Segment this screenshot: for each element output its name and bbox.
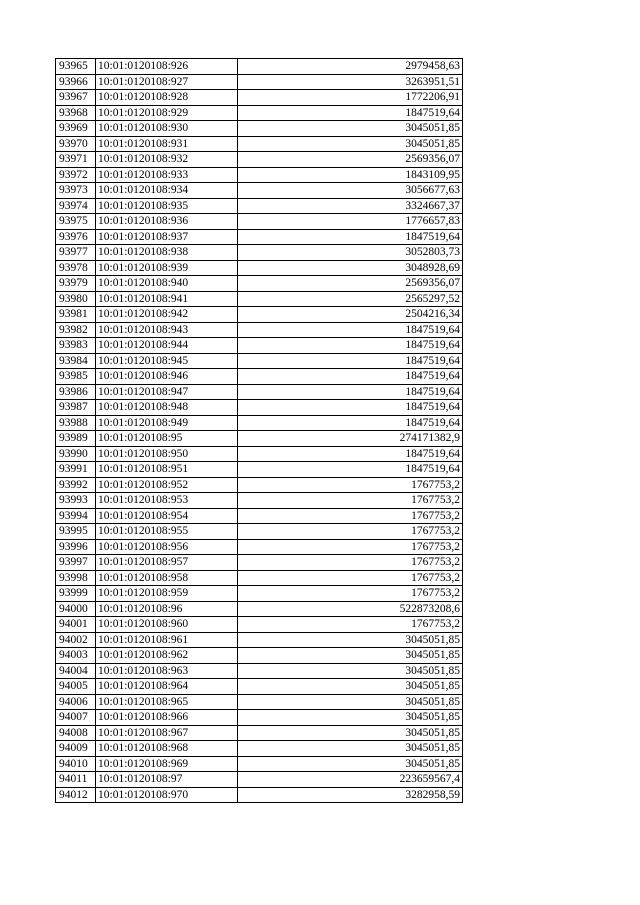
cadastral-value-cell: 3045051,85 [238, 663, 463, 679]
row-index-cell: 94010 [56, 756, 96, 772]
table-row [56, 353, 463, 369]
cadastral-value-cell: 1847519,64 [238, 105, 463, 121]
cadastral-value-cell: 3263951,51 [238, 74, 463, 90]
cadastral-value-cell: 1767753,2 [238, 617, 463, 633]
table-row [56, 741, 463, 757]
cadastral-number-cell: 10:01:0120108:965 [96, 694, 238, 710]
cadastral-value-cell: 1767753,2 [238, 570, 463, 586]
table-row [56, 59, 463, 75]
row-index-cell: 93980 [56, 291, 96, 307]
cadastral-number-cell: 10:01:0120108:937 [96, 229, 238, 245]
table-row [56, 524, 463, 540]
cadastral-number-cell: 10:01:0120108:946 [96, 369, 238, 385]
cadastral-value-cell: 3045051,85 [238, 121, 463, 137]
cadastral-value-table [55, 58, 463, 803]
cadastral-value-cell: 3045051,85 [238, 710, 463, 726]
cadastral-number-cell: 10:01:0120108:945 [96, 353, 238, 369]
cadastral-number-cell: 10:01:0120108:96 [96, 601, 238, 617]
table-row [56, 446, 463, 462]
row-index-cell: 93995 [56, 524, 96, 540]
cadastral-value-cell: 1847519,64 [238, 384, 463, 400]
cadastral-number-cell: 10:01:0120108:926 [96, 59, 238, 75]
table-row [56, 694, 463, 710]
row-index-cell: 94000 [56, 601, 96, 617]
table-row [56, 415, 463, 431]
document-page [55, 58, 463, 803]
cadastral-number-cell: 10:01:0120108:966 [96, 710, 238, 726]
cadastral-value-cell: 2979458,63 [238, 59, 463, 75]
table-row [56, 710, 463, 726]
row-index-cell: 93993 [56, 493, 96, 509]
cadastral-number-cell: 10:01:0120108:944 [96, 338, 238, 354]
table-row [56, 152, 463, 168]
cadastral-number-cell: 10:01:0120108:955 [96, 524, 238, 540]
table-row [56, 462, 463, 478]
cadastral-value-cell: 1767753,2 [238, 493, 463, 509]
row-index-cell: 93972 [56, 167, 96, 183]
cadastral-number-cell: 10:01:0120108:959 [96, 586, 238, 602]
row-index-cell: 93970 [56, 136, 96, 152]
row-index-cell: 94011 [56, 772, 96, 788]
cadastral-number-cell: 10:01:0120108:935 [96, 198, 238, 214]
row-index-cell: 93998 [56, 570, 96, 586]
cadastral-value-cell: 522873208,6 [238, 601, 463, 617]
row-index-cell: 93997 [56, 555, 96, 571]
cadastral-number-cell: 10:01:0120108:929 [96, 105, 238, 121]
row-index-cell: 93976 [56, 229, 96, 245]
cadastral-value-cell: 3282958,59 [238, 787, 463, 803]
cadastral-value-cell: 3045051,85 [238, 756, 463, 772]
cadastral-number-cell: 10:01:0120108:947 [96, 384, 238, 400]
cadastral-number-cell: 10:01:0120108:931 [96, 136, 238, 152]
row-index-cell: 94008 [56, 725, 96, 741]
cadastral-value-cell: 3048928,69 [238, 260, 463, 276]
cadastral-value-cell: 1767753,2 [238, 539, 463, 555]
cadastral-number-cell: 10:01:0120108:962 [96, 648, 238, 664]
cadastral-value-cell: 2569356,07 [238, 276, 463, 292]
row-index-cell: 93983 [56, 338, 96, 354]
cadastral-value-cell: 3045051,85 [238, 725, 463, 741]
cadastral-number-cell: 10:01:0120108:970 [96, 787, 238, 803]
cadastral-number-cell: 10:01:0120108:933 [96, 167, 238, 183]
cadastral-number-cell: 10:01:0120108:936 [96, 214, 238, 230]
cadastral-number-cell: 10:01:0120108:957 [96, 555, 238, 571]
row-index-cell: 93979 [56, 276, 96, 292]
cadastral-value-cell: 223659567,4 [238, 772, 463, 788]
table-row [56, 679, 463, 695]
table-row [56, 601, 463, 617]
row-index-cell: 93975 [56, 214, 96, 230]
cadastral-value-cell: 1767753,2 [238, 524, 463, 540]
cadastral-value-cell: 3045051,85 [238, 632, 463, 648]
table-row [56, 276, 463, 292]
cadastral-value-cell: 1843109,95 [238, 167, 463, 183]
row-index-cell: 94005 [56, 679, 96, 695]
table-row [56, 183, 463, 199]
table-row [56, 663, 463, 679]
cadastral-number-cell: 10:01:0120108:943 [96, 322, 238, 338]
cadastral-value-cell: 1847519,64 [238, 229, 463, 245]
cadastral-value-cell: 1772206,91 [238, 90, 463, 106]
table-row [56, 539, 463, 555]
table-row [56, 384, 463, 400]
table-row [56, 307, 463, 323]
row-index-cell: 93990 [56, 446, 96, 462]
cadastral-value-cell: 1767753,2 [238, 586, 463, 602]
row-index-cell: 94006 [56, 694, 96, 710]
cadastral-value-cell: 1767753,2 [238, 555, 463, 571]
table-row [56, 198, 463, 214]
cadastral-number-cell: 10:01:0120108:928 [96, 90, 238, 106]
cadastral-value-cell: 1847519,64 [238, 446, 463, 462]
row-index-cell: 93971 [56, 152, 96, 168]
cadastral-number-cell: 10:01:0120108:967 [96, 725, 238, 741]
cadastral-number-cell: 10:01:0120108:969 [96, 756, 238, 772]
cadastral-value-cell: 3045051,85 [238, 679, 463, 695]
cadastral-number-cell: 10:01:0120108:97 [96, 772, 238, 788]
table-row [56, 725, 463, 741]
table-row [56, 291, 463, 307]
row-index-cell: 94009 [56, 741, 96, 757]
row-index-cell: 93989 [56, 431, 96, 447]
table-row [56, 214, 463, 230]
cadastral-value-cell: 1847519,64 [238, 338, 463, 354]
row-index-cell: 93968 [56, 105, 96, 121]
row-index-cell: 93992 [56, 477, 96, 493]
cadastral-number-cell: 10:01:0120108:963 [96, 663, 238, 679]
cadastral-value-cell: 3056677,63 [238, 183, 463, 199]
table-row [56, 772, 463, 788]
cadastral-number-cell: 10:01:0120108:927 [96, 74, 238, 90]
cadastral-number-cell: 10:01:0120108:960 [96, 617, 238, 633]
cadastral-number-cell: 10:01:0120108:950 [96, 446, 238, 462]
table-row [56, 586, 463, 602]
cadastral-value-cell: 1767753,2 [238, 477, 463, 493]
cadastral-number-cell: 10:01:0120108:958 [96, 570, 238, 586]
row-index-cell: 93988 [56, 415, 96, 431]
row-index-cell: 93985 [56, 369, 96, 385]
cadastral-number-cell: 10:01:0120108:951 [96, 462, 238, 478]
row-index-cell: 93974 [56, 198, 96, 214]
cadastral-value-cell: 3052803,73 [238, 245, 463, 261]
table-row [56, 555, 463, 571]
cadastral-value-cell: 1767753,2 [238, 508, 463, 524]
table-row [56, 493, 463, 509]
table-row [56, 136, 463, 152]
row-index-cell: 94001 [56, 617, 96, 633]
cadastral-number-cell: 10:01:0120108:952 [96, 477, 238, 493]
row-index-cell: 93991 [56, 462, 96, 478]
cadastral-value-cell: 3045051,85 [238, 694, 463, 710]
cadastral-number-cell: 10:01:0120108:95 [96, 431, 238, 447]
table-body [56, 59, 463, 803]
cadastral-value-cell: 3045051,85 [238, 648, 463, 664]
cadastral-number-cell: 10:01:0120108:953 [96, 493, 238, 509]
row-index-cell: 93996 [56, 539, 96, 555]
table-row [56, 787, 463, 803]
cadastral-number-cell: 10:01:0120108:941 [96, 291, 238, 307]
cadastral-number-cell: 10:01:0120108:948 [96, 400, 238, 416]
row-index-cell: 93973 [56, 183, 96, 199]
table-row [56, 648, 463, 664]
row-index-cell: 93978 [56, 260, 96, 276]
cadastral-number-cell: 10:01:0120108:938 [96, 245, 238, 261]
table-row [56, 617, 463, 633]
cadastral-number-cell: 10:01:0120108:940 [96, 276, 238, 292]
cadastral-value-cell: 1847519,64 [238, 400, 463, 416]
row-index-cell: 93994 [56, 508, 96, 524]
row-index-cell: 93986 [56, 384, 96, 400]
cadastral-value-cell: 3045051,85 [238, 136, 463, 152]
row-index-cell: 93987 [56, 400, 96, 416]
cadastral-number-cell: 10:01:0120108:932 [96, 152, 238, 168]
table-row [56, 229, 463, 245]
cadastral-value-cell: 1847519,64 [238, 462, 463, 478]
cadastral-value-cell: 2504216,34 [238, 307, 463, 323]
row-index-cell: 93981 [56, 307, 96, 323]
row-index-cell: 93966 [56, 74, 96, 90]
row-index-cell: 93984 [56, 353, 96, 369]
row-index-cell: 93977 [56, 245, 96, 261]
row-index-cell: 94003 [56, 648, 96, 664]
table-row [56, 369, 463, 385]
table-row [56, 121, 463, 137]
table-row [56, 167, 463, 183]
row-index-cell: 93965 [56, 59, 96, 75]
cadastral-value-cell: 3045051,85 [238, 741, 463, 757]
cadastral-value-cell: 1847519,64 [238, 353, 463, 369]
cadastral-value-cell: 1847519,64 [238, 322, 463, 338]
row-index-cell: 93982 [56, 322, 96, 338]
cadastral-number-cell: 10:01:0120108:930 [96, 121, 238, 137]
table-row [56, 400, 463, 416]
table-row [56, 477, 463, 493]
row-index-cell: 94012 [56, 787, 96, 803]
table-row [56, 90, 463, 106]
table-row [56, 570, 463, 586]
row-index-cell: 93999 [56, 586, 96, 602]
cadastral-number-cell: 10:01:0120108:934 [96, 183, 238, 199]
cadastral-number-cell: 10:01:0120108:942 [96, 307, 238, 323]
cadastral-number-cell: 10:01:0120108:954 [96, 508, 238, 524]
row-index-cell: 93967 [56, 90, 96, 106]
table-row [56, 322, 463, 338]
cadastral-value-cell: 1776657,83 [238, 214, 463, 230]
cadastral-number-cell: 10:01:0120108:939 [96, 260, 238, 276]
table-row [56, 74, 463, 90]
table-row [56, 431, 463, 447]
cadastral-number-cell: 10:01:0120108:964 [96, 679, 238, 695]
cadastral-number-cell: 10:01:0120108:961 [96, 632, 238, 648]
cadastral-value-cell: 1847519,64 [238, 415, 463, 431]
table-row [56, 338, 463, 354]
table-row [56, 508, 463, 524]
cadastral-value-cell: 3324667,37 [238, 198, 463, 214]
cadastral-value-cell: 274171382,9 [238, 431, 463, 447]
row-index-cell: 94007 [56, 710, 96, 726]
cadastral-number-cell: 10:01:0120108:956 [96, 539, 238, 555]
cadastral-number-cell: 10:01:0120108:968 [96, 741, 238, 757]
cadastral-value-cell: 2569356,07 [238, 152, 463, 168]
table-row [56, 260, 463, 276]
cadastral-value-cell: 2565297,52 [238, 291, 463, 307]
row-index-cell: 94002 [56, 632, 96, 648]
row-index-cell: 93969 [56, 121, 96, 137]
cadastral-number-cell: 10:01:0120108:949 [96, 415, 238, 431]
table-row [56, 245, 463, 261]
table-row [56, 105, 463, 121]
row-index-cell: 94004 [56, 663, 96, 679]
cadastral-value-cell: 1847519,64 [238, 369, 463, 385]
table-row [56, 632, 463, 648]
table-row [56, 756, 463, 772]
